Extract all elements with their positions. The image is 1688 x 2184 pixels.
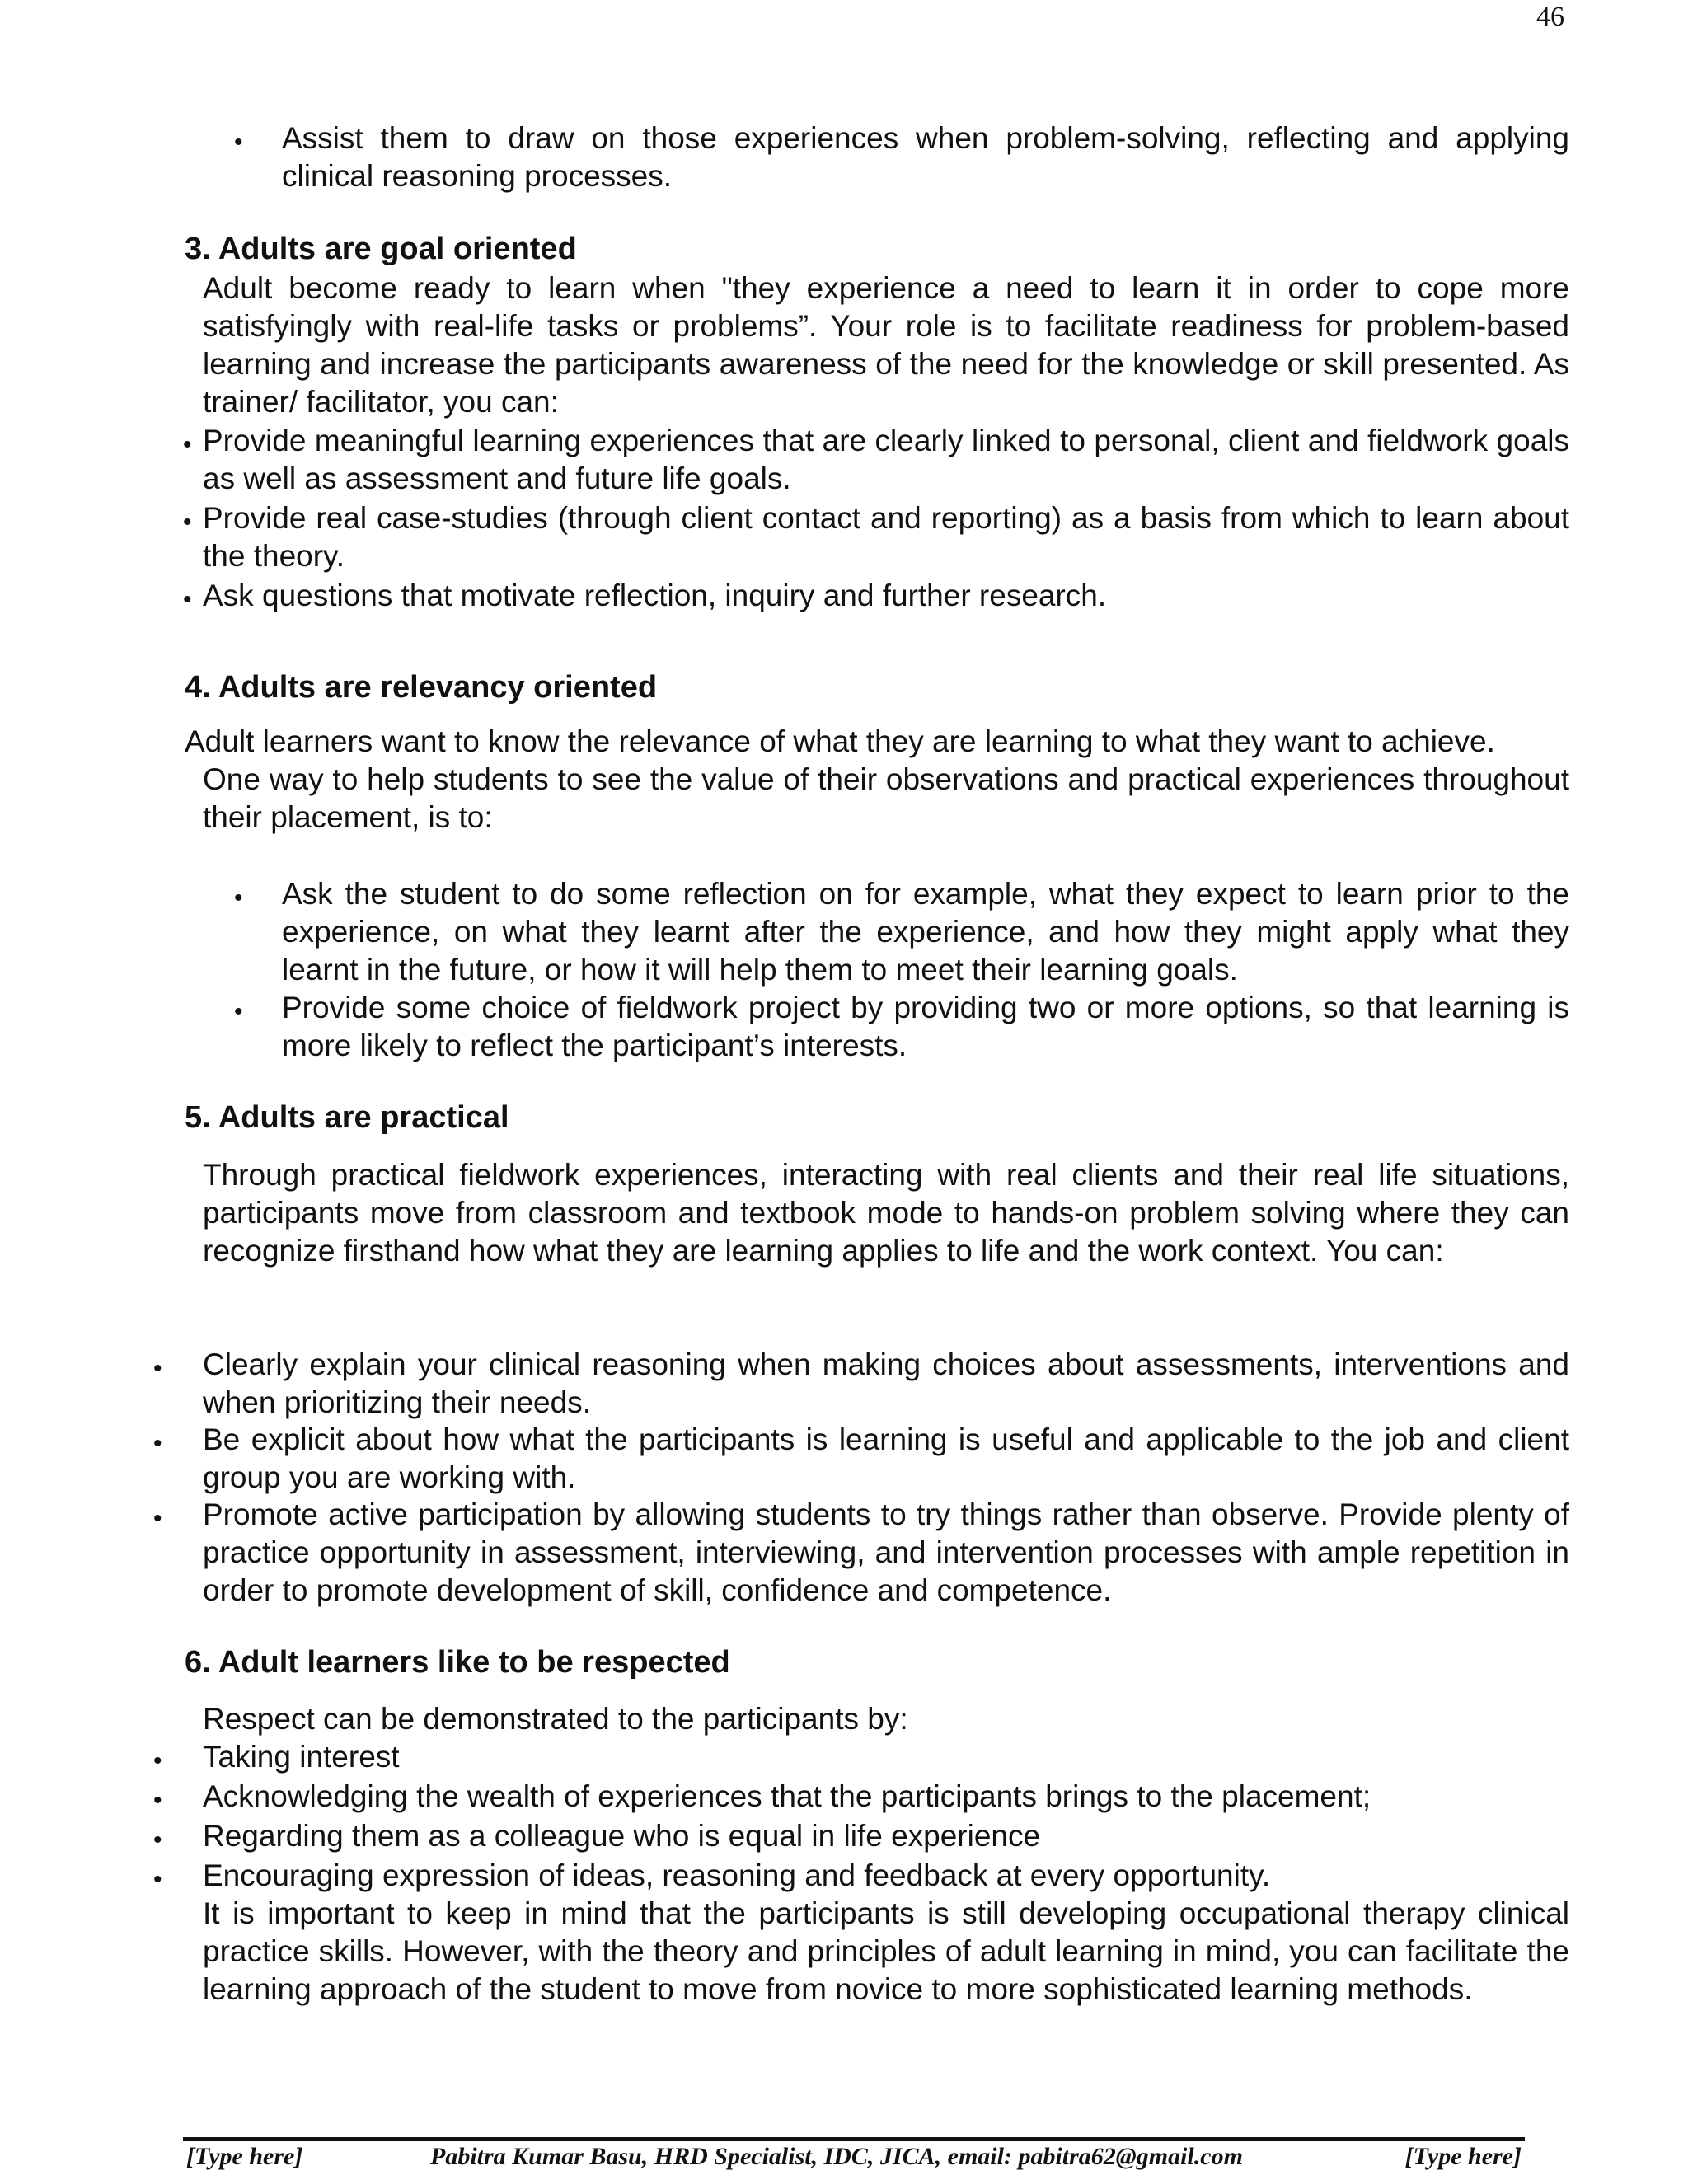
bullet: • (153, 1826, 162, 1854)
list-item: Provide meaningful learning experiences that are clearly linked to personal, client and fieldwork goals as well as assessment and future life goals. (203, 424, 1569, 495)
bullet: • (153, 1787, 162, 1814)
section-heading-6: 6. Adult learners like to be respected (185, 1645, 730, 1680)
bullet: • (234, 884, 243, 912)
footer-right: [Type here] (1404, 2143, 1522, 2170)
bullet: • (153, 1505, 162, 1532)
footer-center: Pabitra Kumar Basu, HRD Specialist, IDC, JICA, email: pabitra62@gmail.com (430, 2143, 1243, 2170)
section-heading-4: 4. Adults are relevancy oriented (185, 670, 658, 705)
list-item: Regarding them as a colleague who is equal in life experience (203, 1819, 1041, 1853)
page-number: 46 (1536, 2, 1564, 32)
bullet: • (234, 129, 243, 156)
section-6-closing: It is important to keep in mind that the participants is still developing occupational therapy clinical practice skills. However, with the theory and principles of adult learning in mind, you can facilitate the learning approach of the student to move from novice to more sophisticated learning methods. (203, 1896, 1569, 2006)
list-item: Ask the student to do some reflection on for example, what they expect to learn prior to the experience, on what they learnt after the experience, and how they might apply what they learnt in the future, or how it will help them to meet their learning goals. (282, 877, 1569, 987)
list-item: Acknowledging the wealth of experiences that the participants brings to the placement; (203, 1779, 1372, 1813)
footer-left: [Type here] (186, 2143, 303, 2170)
page-footer (183, 2143, 1525, 2176)
section-4-intro: One way to help students to see the value of their observations and practical experiences throughout their placement, is to: (203, 762, 1569, 834)
footer-rule (183, 2137, 1525, 2141)
bullet: • (183, 431, 192, 458)
section-6-intro: Respect can be demonstrated to the participants by: (203, 1702, 908, 1736)
list-item: Provide some choice of fieldwork project by providing two or more options, so that learning is more likely to reflect the participant’s interests. (282, 991, 1569, 1062)
list-item: Encouraging expression of ideas, reasoning and feedback at every opportunity. (203, 1858, 1271, 1892)
section-heading-3: 3. Adults are goal oriented (185, 232, 577, 266)
section-5-intro: Through practical fieldwork experiences, interacting with real clients and their real life situations, participants move from classroom and textbook mode to hands-on problem solving where they can recognize firsthand how what they are learning applies to life and the work context. You can: (203, 1158, 1569, 1268)
section-4-intro-first-line: Adult learners want to know the relevance of what they are learning to what they want to achieve. (185, 724, 1495, 758)
bullet: • (153, 1430, 162, 1457)
section-heading-5: 5. Adults are practical (185, 1100, 509, 1135)
bullet: • (153, 1355, 162, 1382)
list-item: Ask questions that motivate reflection, inquiry and further research. (203, 579, 1107, 612)
list-item: Promote active participation by allowing students to try things rather than observe. Provide plenty of practice opportunity in assessment, interviewing, and intervention processes with ample repetition in order to promote development of skill, confidence and competence. (203, 1497, 1569, 1607)
section-3-intro: Adult become ready to learn when "they experience a need to learn it in order to cope more satisfyingly with real-life tasks or problems”. Your role is to facilitate readiness for problem-based learning and increase the participants awareness of the need for the knowledge or skill presented. As trainer/ facilitator, you can: (203, 271, 1569, 419)
list-item: Clearly explain your clinical reasoning when making choices about assessments, interventions and when prioritizing their needs. (203, 1347, 1569, 1419)
bullet: • (234, 998, 243, 1025)
list-item: Provide real case-studies (through client contact and reporting) as a basis from which to learn about the theory. (203, 501, 1569, 573)
bullet: • (183, 586, 192, 613)
bullet: • (153, 1866, 162, 1893)
list-item: Taking interest (203, 1740, 400, 1774)
bullet: • (183, 509, 192, 536)
list-item: Be explicit about how what the participants is learning is useful and applicable to the job and client group you are working with. (203, 1422, 1569, 1494)
list-item: Assist them to draw on those experiences when problem-solving, reflecting and applying clinical reasoning processes. (282, 121, 1569, 193)
bullet: • (153, 1747, 162, 1774)
